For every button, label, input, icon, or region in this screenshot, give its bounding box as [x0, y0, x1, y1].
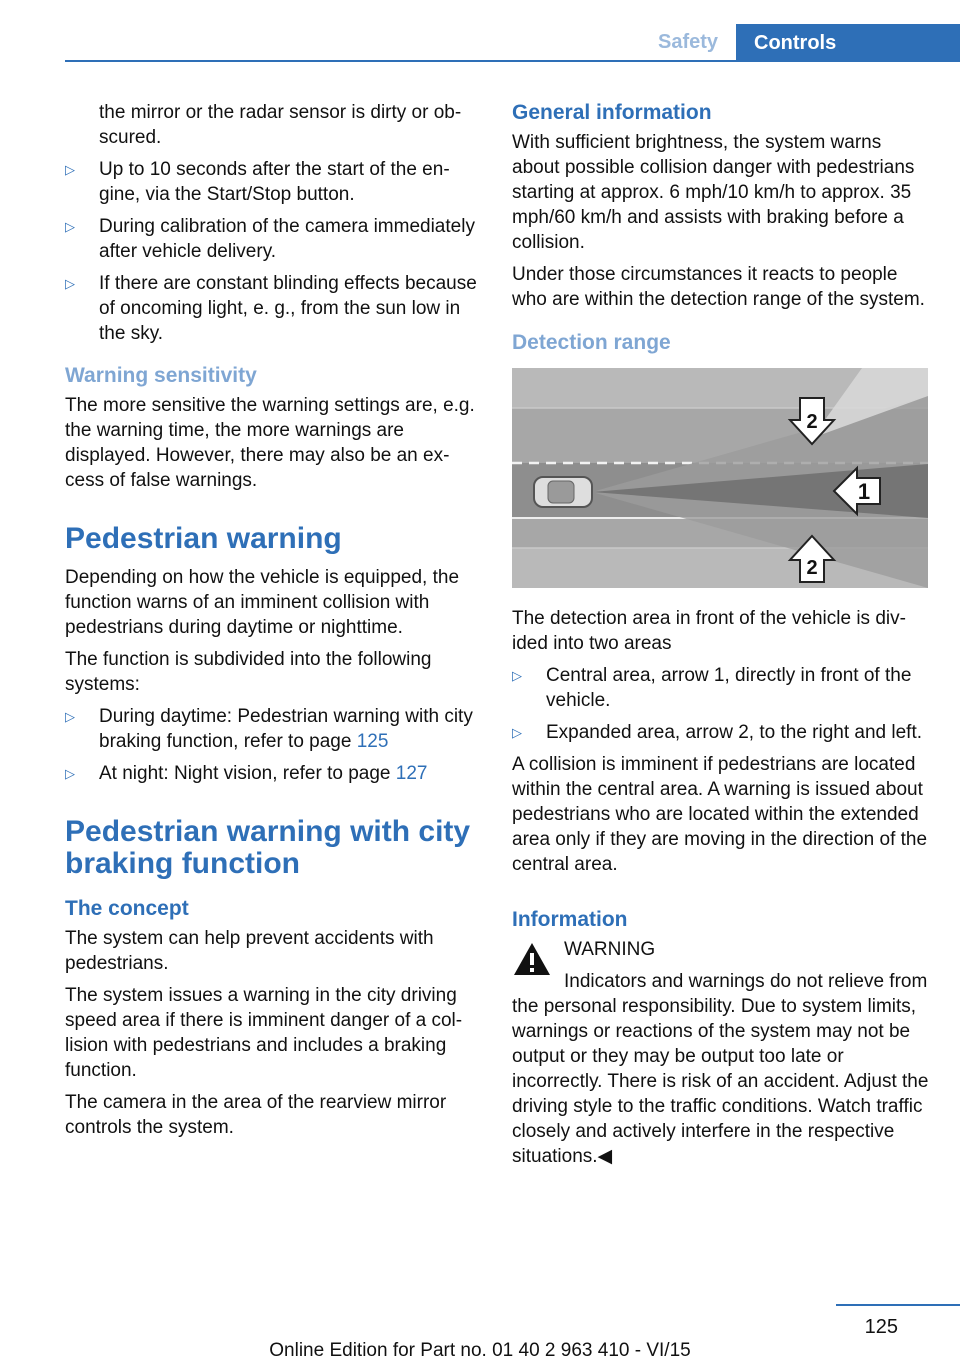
- tab-safety[interactable]: Safety: [657, 30, 719, 53]
- tab-controls[interactable]: Controls: [736, 24, 960, 62]
- list-item: ▷ During calibration of the camera immediately after vehicle delivery.: [65, 216, 475, 262]
- heading-city-braking: Pedestrian warning with city braking function: [65, 815, 471, 880]
- general-p1: With sufficient brightness, the system warns about possible collision danger with pedestrians starting at approx. 6 mph/10 km/h to approx. 35 mph/60 km/h and assists with braking before a collision.: [512, 132, 915, 253]
- detection-p1: The detection area in front of the vehicle is divided into two areas: [512, 608, 906, 654]
- detection-p2: A collision is imminent if pedestrians are located within the central area. A warning is issued about pedestrians who are located within the extended area only if they are moving in the direction of the central area.: [512, 754, 928, 875]
- edition-footer: Online Edition for Part no. 01 40 2 963 410 - VI/15: [269, 1340, 691, 1361]
- page-link-127[interactable]: 127: [395, 763, 428, 784]
- heading-general-information: General information: [512, 101, 712, 124]
- concept-p3: The camera in the area of the rearview mirror controls the system.: [65, 1092, 447, 1138]
- page-link-125[interactable]: 125: [356, 731, 389, 752]
- warning-text: Indicators and warnings do not relieve from the personal responsibility. Due to system limits, warnings or reactions of the system may not be output or they may be output too late or incorrectly. There is risk of an accident. Adjust the driving style to the traffic conditions. Watch traffic closely and actively interfere in the respective situations.◀: [512, 971, 929, 1167]
- list-item: ▷ Central area, arrow 1, directly in front of the vehicle.: [512, 665, 912, 711]
- left-column: [65, 100, 481, 1147]
- general-p2: Under those circumstances it reacts to people who are within the detection range of the system.: [512, 264, 925, 310]
- warning-triangle-icon: [512, 941, 552, 977]
- triangle-bullet-icon: ▷: [512, 725, 522, 740]
- heading-the-concept: The concept: [65, 897, 189, 920]
- triangle-bullet-icon: ▷: [65, 276, 75, 291]
- triangle-bullet-icon: ▷: [65, 219, 75, 234]
- page-number: 125: [864, 1316, 898, 1338]
- list-item: ▷ At night: Night vision, refer to page 127: [65, 763, 428, 784]
- triangle-bullet-icon: ▷: [65, 162, 75, 177]
- heading-detection-range: Detection range: [512, 331, 671, 354]
- car-icon: [534, 477, 592, 507]
- pedestrian-warning-p1: Depending on how the vehicle is equipped, the function warns of an imminent collision with pedestrians during daytime or nighttime.: [65, 567, 460, 638]
- heading-information: Information: [512, 908, 628, 931]
- continued-text: the mirror or the radar sensor is dirty or obscured.: [99, 102, 462, 148]
- triangle-bullet-icon: ▷: [65, 766, 75, 781]
- detection-range-figure: [512, 368, 928, 588]
- arrow-2-top-label: 2: [806, 411, 818, 433]
- list-item: ▷ If there are constant blinding effects because of oncoming light, e. g., from the sun low in the sky.: [65, 273, 477, 344]
- triangle-bullet-icon: ▷: [512, 668, 522, 683]
- footer-rule: [836, 1304, 960, 1306]
- right-column: [512, 100, 930, 1176]
- concept-p1: The system can help prevent accidents with pedestrians.: [65, 928, 434, 974]
- heading-pedestrian-warning: Pedestrian warning: [65, 522, 342, 555]
- warning-sensitivity-text: The more sensitive the warning settings are, e.g. the warning time, the more warnings are displayed. However, there may also be an excess of false warnings.: [65, 395, 475, 491]
- triangle-bullet-icon: ▷: [65, 709, 75, 724]
- arrow-1-label: 1: [857, 479, 871, 504]
- list-item: ▷ Expanded area, arrow 2, to the right and left.: [512, 722, 923, 743]
- heading-warning-sensitivity: Warning sensitivity: [65, 364, 257, 387]
- warning-title: WARNING: [564, 939, 656, 960]
- warning-text-wrap: [512, 969, 930, 1169]
- pedestrian-warning-p2: The function is subdivided into the following systems:: [65, 649, 432, 695]
- concept-p2: The system issues a warning in the city driving speed area if there is imminent danger of a collision with pedestrians and includes a braking function.: [65, 985, 463, 1081]
- list-item: ▷ Up to 10 seconds after the start of the engine, via the Start/Stop button.: [65, 159, 450, 205]
- arrow-2-bottom-label: 2: [806, 557, 818, 579]
- header-rule: [65, 60, 960, 62]
- list-item: ▷ During daytime: Pedestrian warning with city braking function, refer to page 125: [65, 706, 473, 752]
